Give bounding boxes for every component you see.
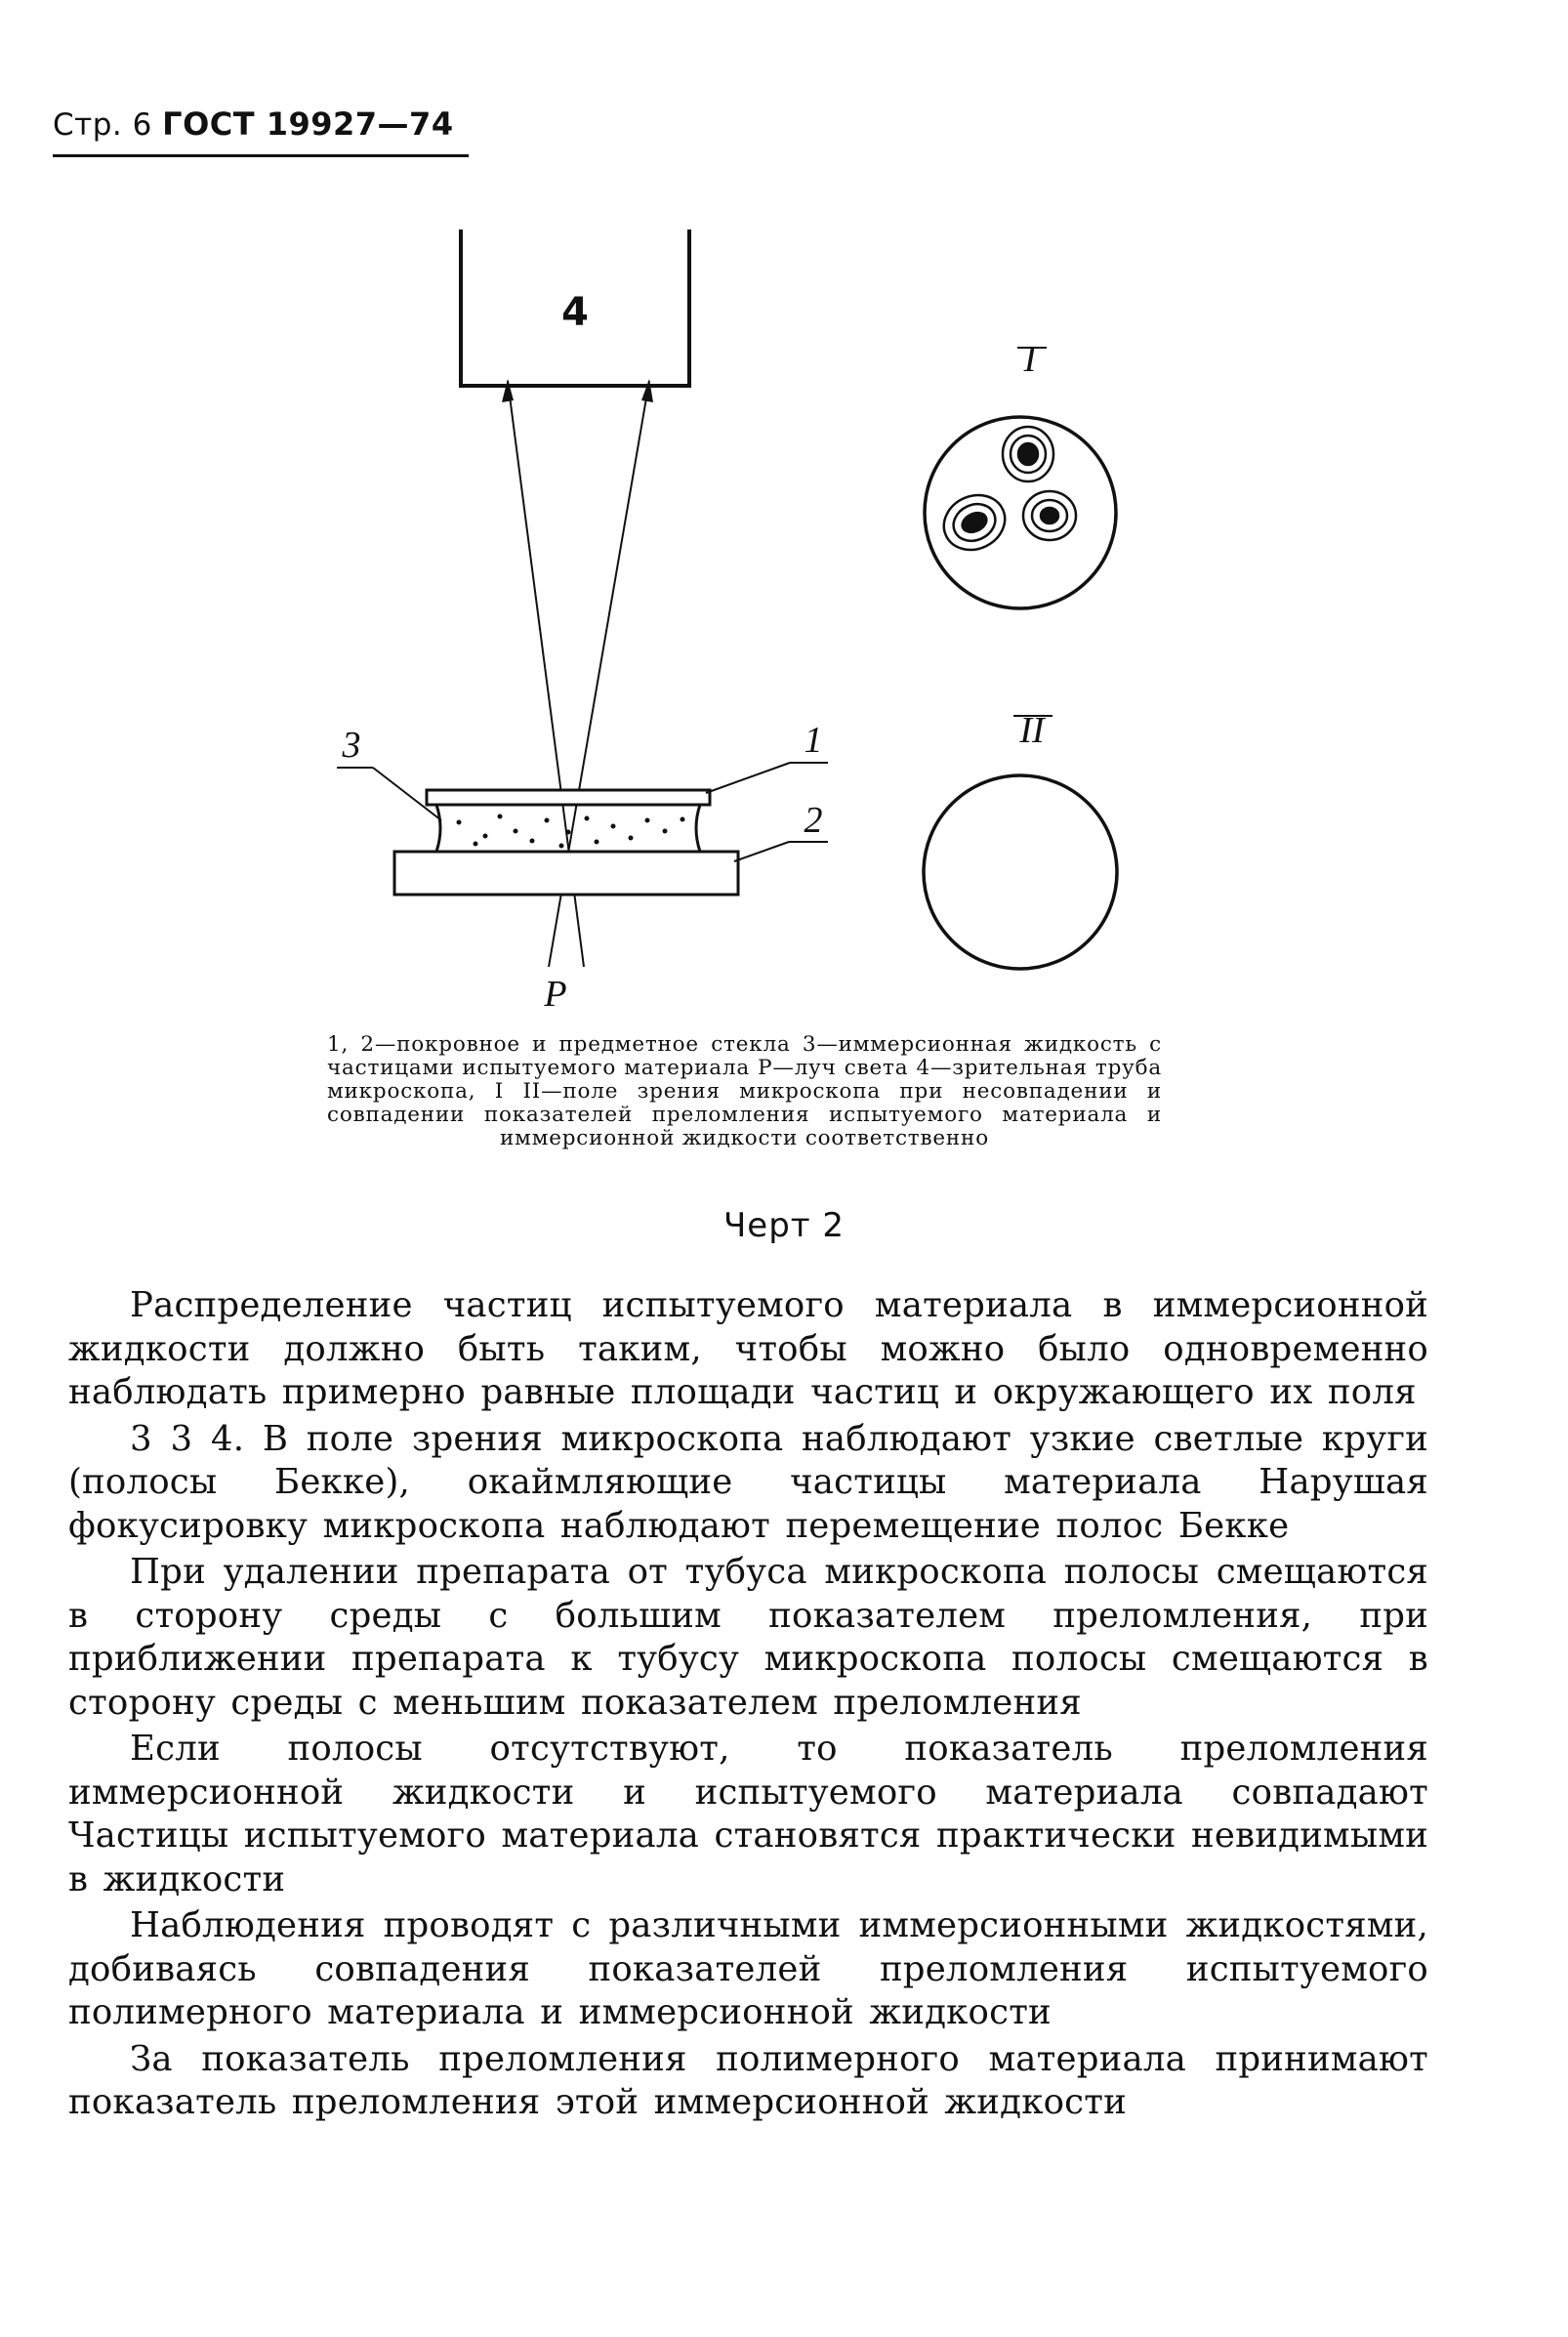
label-2: 2 [804, 800, 823, 841]
object-glass [394, 852, 738, 895]
paragraph: Распределение частиц испытуемого материала в иммерсионной жидкости должно быть таким, чтобы можно было одновременно наблюдать примерно равные площади частиц и окружающего их поля [68, 1285, 1428, 1412]
view-2-label: II [1019, 710, 1045, 751]
field-of-view-mismatch [925, 417, 1116, 608]
slide-assembly [337, 763, 828, 895]
label-3: 3 [342, 725, 361, 766]
paragraph: 3 3 4. В поле зрения микроскопа наблюдают узкие светлые круги (полосы Бекке), окаймляющие частицы материала Нарушая фокусировку микроскопа наблюдают перемещение полос Бекке [68, 1418, 1428, 1546]
paragraph: При удалении препарата от тубуса микроскопа полосы смещаются в сторону среды с большим показателем преломления, при приближении препарата к тубусу микроскопа полосы смещаются в сторону среды с меньшим показателем преломления [68, 1552, 1428, 1723]
page-number: Стр. 6 [53, 107, 152, 143]
standard-number: ГОСТ 19927—74 [162, 105, 454, 143]
beam-label: P [544, 974, 567, 1015]
paragraph: Наблюдения проводят с различными иммерсионными жидкостями, добиваясь совпадения показателей преломления испытуемого полимерного материала и иммерсионной жидкости [68, 1905, 1428, 2032]
tube-label: 4 [561, 290, 589, 335]
body-text [68, 1284, 1428, 2128]
cover-glass [427, 790, 710, 805]
figure-microscope-diagram [0, 0, 1568, 1035]
field-of-view-match [924, 775, 1117, 969]
label-1: 1 [804, 720, 823, 761]
figure-caption: 1, 2—покровное и предметное стекла 3—иммерсионная жидкость с частицами испытуемого материала P—луч света 4—зрительная труба микроскопа, I II—поле зрения микроскопа при несовпадении и совпадении показателей преломления испытуемого материала и иммерсионной жидкости соответственно [327, 1032, 1162, 1150]
paragraph: За показатель преломления полимерного материала принимают показатель преломления этой иммерсионной жидкости [68, 2038, 1428, 2122]
figure-title: Черт 2 [722, 1206, 846, 1245]
paragraph: Если полосы отсутствуют, то показатель преломления иммерсионной жидкости и испытуемого материала совпадают Частицы испытуемого материала становятся практически невидимыми в жидкости [68, 1729, 1428, 1899]
view-1-label: I [1023, 339, 1037, 380]
